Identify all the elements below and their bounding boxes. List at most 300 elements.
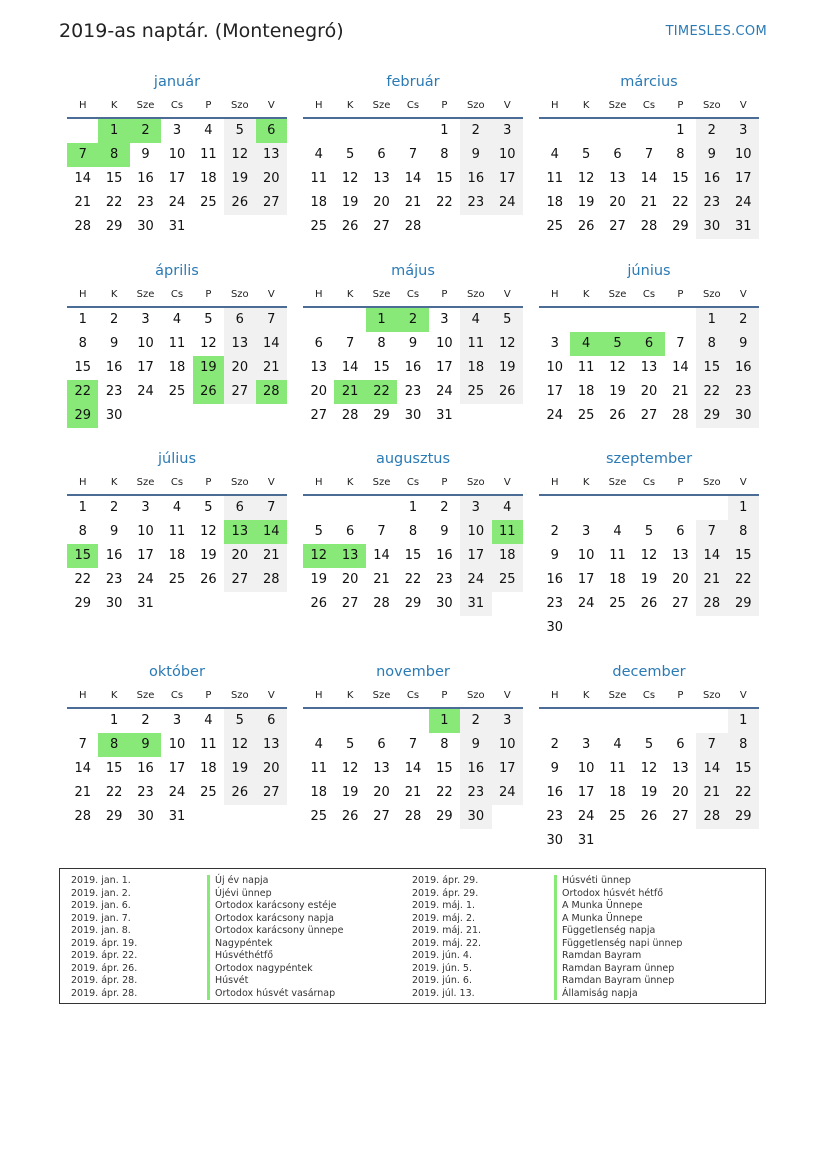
day-cell: 7: [256, 496, 287, 520]
day-cell: 4: [550, 147, 559, 162]
holiday-day: 12: [303, 544, 334, 568]
day-cell: 1: [696, 308, 727, 332]
day-cell: 19: [310, 572, 327, 587]
legend-holiday-name: Húsvéti ünnep: [554, 875, 682, 888]
weekday-header: [539, 284, 759, 308]
day-cell: 27: [256, 781, 287, 805]
day-cell: 11: [577, 360, 595, 375]
month-12: [539, 662, 759, 853]
day-cell: 29: [74, 596, 91, 611]
holiday-day: 5: [602, 332, 633, 356]
day-cell: 3: [492, 709, 523, 733]
day-cell: 14: [672, 360, 689, 375]
day-cell: 16: [137, 761, 154, 776]
day-cell: 31: [728, 215, 759, 239]
day-cell: 6: [377, 147, 386, 162]
day-cell: 2: [728, 308, 759, 332]
day-cell: 29: [373, 408, 390, 423]
day-cell: 8: [377, 336, 386, 351]
day-cell: 30: [696, 215, 727, 239]
day-cell: 15: [436, 761, 453, 776]
day-cell: 25: [577, 408, 595, 423]
weekday-label: Sze: [372, 477, 391, 488]
holiday-day: 7: [67, 143, 98, 167]
day-cell: 21: [696, 781, 727, 805]
day-cell: 13: [609, 171, 626, 186]
day-cell: 11: [168, 336, 186, 351]
weekday-label: Cs: [406, 100, 420, 111]
day-cell: 25: [310, 809, 327, 824]
legend-holiday-name: Ortodox karácsony ünnepe: [207, 925, 343, 938]
day-cell: 9: [550, 548, 559, 563]
day-cell: 12: [640, 548, 658, 563]
day-cell: 26: [224, 191, 255, 215]
day-cell: 9: [550, 761, 559, 776]
day-cell: 25: [168, 572, 186, 587]
weekday-label: V: [503, 100, 511, 111]
day-cell: 20: [672, 785, 689, 800]
day-cell: 13: [256, 733, 287, 757]
day-cell: 22: [436, 195, 453, 210]
holiday-day: 13: [334, 544, 365, 568]
day-grid: [539, 709, 759, 853]
day-cell: 18: [609, 572, 626, 587]
day-cell: 15: [105, 761, 123, 776]
weekday-header: [539, 685, 759, 709]
day-cell: 1: [728, 496, 759, 520]
day-cell: 25: [460, 380, 491, 404]
weekday-label: Sze: [608, 477, 627, 488]
day-cell: 30: [546, 833, 563, 848]
day-cell: 20: [341, 572, 359, 587]
day-cell: 2: [109, 312, 119, 327]
day-cell: 6: [676, 737, 685, 752]
month-8: [303, 449, 523, 616]
day-cell: 7: [696, 520, 727, 544]
day-cell: 1: [676, 123, 685, 138]
day-cell: 30: [105, 596, 123, 611]
weekday-label: Sze: [372, 690, 391, 701]
day-cell: 16: [728, 356, 759, 380]
day-cell: 17: [492, 167, 523, 191]
weekday-header: [539, 95, 759, 119]
empty-cell: [303, 308, 334, 332]
weekday-label: P: [441, 477, 448, 488]
day-cell: 2: [550, 737, 559, 752]
empty-cell: [366, 119, 397, 143]
day-cell: 20: [609, 195, 626, 210]
weekday-label: Szo: [230, 100, 249, 111]
day-cell: 3: [440, 312, 449, 327]
day-cell: 8: [440, 147, 449, 162]
day-cell: 20: [310, 384, 327, 399]
empty-cell: [570, 119, 601, 143]
day-cell: 24: [460, 568, 491, 592]
weekday-label: H: [78, 289, 87, 300]
day-cell: 22: [404, 572, 422, 587]
day-grid: [539, 308, 759, 428]
day-cell: 18: [200, 171, 217, 186]
legend-holiday-name: Függetlenség napi ünnep: [554, 938, 682, 951]
weekday-label: K: [110, 477, 118, 488]
day-cell: 7: [696, 733, 727, 757]
day-cell: 21: [640, 195, 658, 210]
day-cell: 17: [168, 171, 186, 186]
month-1: [67, 72, 287, 239]
day-cell: 3: [172, 713, 182, 728]
weekday-header: [303, 685, 523, 709]
day-cell: 21: [404, 195, 422, 210]
day-cell: 9: [109, 336, 119, 351]
holiday-day: 9: [130, 733, 161, 757]
holiday-day: 14: [256, 520, 287, 544]
day-cell: 2: [440, 500, 449, 515]
day-cell: 14: [404, 761, 422, 776]
empty-cell: [303, 119, 334, 143]
day-cell: 26: [200, 572, 217, 587]
holiday-day: 15: [67, 544, 98, 568]
empty-cell: [665, 709, 696, 733]
day-cell: 10: [577, 548, 595, 563]
day-cell: 17: [546, 384, 563, 399]
holiday-day: 2: [130, 119, 161, 143]
weekday-label: K: [582, 477, 590, 488]
legend-holiday-name: Húsvéthétfő: [207, 950, 343, 963]
day-cell: 15: [373, 360, 390, 375]
day-cell: 8: [408, 524, 418, 539]
day-cell: 25: [200, 785, 217, 800]
day-cell: 26: [341, 219, 359, 234]
empty-cell: [334, 119, 365, 143]
day-cell: 4: [172, 312, 182, 327]
day-cell: 11: [546, 171, 563, 186]
day-cell: 22: [672, 195, 689, 210]
holiday-day: 13: [224, 520, 255, 544]
day-cell: 19: [609, 384, 626, 399]
weekday-label: V: [739, 690, 747, 701]
day-cell: 8: [440, 737, 449, 752]
weekday-label: Sze: [136, 100, 155, 111]
weekday-label: Szo: [466, 289, 485, 300]
day-cell: 6: [345, 524, 355, 539]
weekday-label: H: [550, 289, 559, 300]
day-cell: 8: [676, 147, 685, 162]
weekday-label: Sze: [372, 100, 391, 111]
legend-date: 2019. máj. 2.: [412, 912, 476, 924]
day-cell: 18: [310, 785, 327, 800]
day-cell: 15: [696, 356, 727, 380]
site-brand-link[interactable]: TIMESLES.COM: [665, 24, 767, 39]
day-cell: 7: [676, 336, 685, 351]
day-cell: 25: [546, 219, 563, 234]
day-cell: 17: [168, 761, 186, 776]
day-cell: 20: [640, 384, 658, 399]
month-9: [539, 449, 759, 640]
empty-cell: [570, 496, 601, 520]
day-cell: 24: [492, 781, 523, 805]
day-cell: 4: [172, 500, 182, 515]
day-cell: 27: [609, 219, 626, 234]
day-cell: 4: [613, 737, 622, 752]
day-cell: 23: [546, 596, 563, 611]
day-cell: 24: [577, 809, 595, 824]
day-cell: 31: [137, 596, 154, 611]
legend-holiday-name: A Munka Ünnepe: [554, 900, 682, 913]
weekday-label: Szo: [702, 690, 721, 701]
day-cell: 7: [377, 524, 386, 539]
weekday-label: Sze: [136, 289, 155, 300]
day-cell: 12: [200, 524, 217, 539]
day-grid: [67, 308, 287, 428]
day-cell: 5: [644, 737, 654, 752]
day-cell: 13: [224, 332, 255, 356]
empty-cell: [539, 709, 570, 733]
weekday-label: H: [78, 100, 87, 111]
weekday-label: H: [550, 690, 559, 701]
day-cell: 13: [672, 761, 689, 776]
legend-date: 2019. ápr. 29.: [412, 875, 479, 886]
day-cell: 25: [609, 596, 626, 611]
day-cell: 12: [577, 171, 595, 186]
weekday-label: K: [346, 477, 354, 488]
day-cell: 12: [224, 143, 255, 167]
day-cell: 20: [224, 544, 255, 568]
day-cell: 23: [546, 809, 563, 824]
day-cell: 16: [546, 785, 563, 800]
weekday-label: P: [677, 690, 684, 701]
day-cell: 28: [404, 809, 422, 824]
empty-cell: [303, 496, 334, 520]
weekday-label: V: [739, 100, 747, 111]
day-cell: 31: [168, 809, 186, 824]
legend-date: 2019. ápr. 22.: [71, 950, 138, 961]
empty-cell: [602, 709, 633, 733]
day-cell: 5: [644, 524, 654, 539]
day-cell: 24: [168, 785, 186, 800]
day-cell: 11: [460, 332, 491, 356]
day-cell: 29: [728, 592, 759, 616]
day-cell: 26: [609, 408, 626, 423]
day-cell: 9: [408, 336, 418, 351]
day-cell: 27: [672, 596, 689, 611]
empty-cell: [602, 496, 633, 520]
weekday-label: H: [78, 690, 87, 701]
day-cell: 3: [581, 737, 591, 752]
legend-holiday-name: Újévi ünnep: [207, 888, 343, 901]
day-cell: 8: [728, 520, 759, 544]
day-cell: 12: [492, 332, 523, 356]
day-cell: 14: [256, 332, 287, 356]
day-cell: 21: [256, 544, 287, 568]
day-cell: 5: [581, 147, 591, 162]
day-cell: 8: [78, 524, 87, 539]
weekday-label: Szo: [230, 477, 249, 488]
day-cell: 16: [105, 360, 123, 375]
day-cell: 19: [341, 195, 359, 210]
holiday-day: 4: [570, 332, 601, 356]
day-cell: 2: [141, 713, 150, 728]
day-cell: 15: [672, 171, 689, 186]
empty-cell: [539, 119, 570, 143]
weekday-label: Szo: [702, 100, 721, 111]
empty-cell: [334, 308, 365, 332]
weekday-label: V: [267, 289, 275, 300]
day-cell: 14: [74, 761, 91, 776]
weekday-label: K: [110, 100, 118, 111]
day-cell: 26: [577, 219, 595, 234]
day-cell: 10: [137, 524, 154, 539]
day-cell: 11: [609, 761, 626, 776]
day-cell: 9: [460, 143, 491, 167]
day-cell: 12: [341, 761, 359, 776]
weekday-label: K: [110, 289, 118, 300]
day-cell: 10: [137, 336, 154, 351]
day-cell: 2: [696, 119, 727, 143]
day-cell: 22: [74, 572, 91, 587]
empty-cell: [366, 709, 397, 733]
day-cell: 7: [256, 308, 287, 332]
day-cell: 25: [609, 809, 626, 824]
weekday-label: H: [550, 100, 559, 111]
legend-holiday-name: Húsvét: [207, 975, 343, 988]
weekday-label: V: [503, 477, 511, 488]
day-cell: 22: [728, 568, 759, 592]
day-cell: 4: [492, 496, 523, 520]
weekday-label: P: [205, 289, 212, 300]
day-cell: 24: [546, 408, 563, 423]
day-cell: 9: [460, 733, 491, 757]
day-cell: 18: [168, 360, 186, 375]
day-cell: 7: [408, 147, 418, 162]
day-cell: 29: [672, 219, 689, 234]
month-name: január: [153, 74, 201, 90]
legend-date: 2019. ápr. 19.: [71, 937, 138, 949]
day-cell: 12: [341, 171, 359, 186]
weekday-header: [67, 95, 287, 119]
day-cell: 1: [109, 713, 119, 728]
day-cell: 5: [345, 147, 355, 162]
weekday-header: [303, 95, 523, 119]
weekday-header: [67, 284, 287, 308]
day-cell: 18: [546, 195, 563, 210]
empty-cell: [303, 709, 334, 733]
empty-cell: [67, 709, 98, 733]
holiday-day: 8: [98, 733, 129, 757]
day-cell: 24: [728, 191, 759, 215]
day-grid: [539, 119, 759, 239]
day-cell: 23: [696, 191, 727, 215]
day-grid: [303, 308, 523, 428]
day-grid: [539, 496, 759, 640]
empty-cell: [602, 308, 633, 332]
weekday-label: V: [267, 477, 275, 488]
legend-date: 2019. júl. 13.: [412, 987, 475, 999]
weekday-label: Sze: [608, 690, 627, 701]
weekday-label: Sze: [372, 289, 391, 300]
day-cell: 5: [224, 119, 255, 143]
weekday-label: K: [346, 289, 354, 300]
day-cell: 21: [373, 572, 390, 587]
legend-date: 2019. máj. 22.: [412, 937, 482, 949]
day-cell: 22: [105, 195, 123, 210]
holiday-day: 11: [492, 520, 523, 544]
day-cell: 9: [141, 147, 150, 162]
day-cell: 27: [341, 596, 359, 611]
day-cell: 17: [137, 360, 154, 375]
day-cell: 3: [141, 312, 150, 327]
day-cell: 4: [314, 147, 323, 162]
day-cell: 1: [728, 709, 759, 733]
weekday-label: H: [550, 477, 559, 488]
weekday-label: Cs: [642, 100, 656, 111]
weekday-label: V: [267, 690, 275, 701]
weekday-label: Szo: [230, 289, 249, 300]
empty-cell: [602, 119, 633, 143]
day-cell: 10: [436, 336, 453, 351]
legend-date: 2019. máj. 1.: [412, 900, 476, 911]
weekday-label: Szo: [702, 289, 721, 300]
day-cell: 14: [74, 171, 91, 186]
day-cell: 3: [460, 496, 491, 520]
day-cell: 12: [200, 336, 217, 351]
weekday-label: P: [677, 289, 684, 300]
day-cell: 23: [105, 572, 123, 587]
weekday-label: H: [314, 477, 323, 488]
weekday-label: P: [205, 690, 212, 701]
day-cell: 20: [373, 195, 390, 210]
day-cell: 8: [696, 332, 727, 356]
day-cell: 26: [224, 781, 255, 805]
legend-holiday-name: Nagypéntek: [207, 938, 343, 951]
day-cell: 27: [310, 408, 327, 423]
empty-cell: [665, 496, 696, 520]
day-cell: 5: [492, 308, 523, 332]
legend-holiday-name: Államiság napja: [554, 988, 682, 1001]
day-cell: 28: [696, 805, 727, 829]
day-cell: 29: [696, 404, 727, 428]
day-cell: 18: [577, 384, 595, 399]
day-cell: 2: [460, 119, 491, 143]
day-cell: 28: [74, 809, 91, 824]
day-cell: 16: [105, 548, 123, 563]
day-cell: 11: [168, 524, 186, 539]
day-cell: 22: [728, 781, 759, 805]
weekday-label: P: [677, 477, 684, 488]
legend-date: 2019. máj. 21.: [412, 925, 482, 936]
day-cell: 26: [640, 809, 658, 824]
day-cell: 21: [696, 568, 727, 592]
day-cell: 9: [696, 143, 727, 167]
weekday-label: V: [503, 690, 511, 701]
legend-date: 2019. ápr. 29.: [412, 887, 479, 899]
day-cell: 6: [613, 147, 622, 162]
day-cell: 9: [109, 524, 119, 539]
day-cell: 29: [105, 219, 123, 234]
month-10: [67, 662, 287, 829]
weekday-label: K: [346, 100, 354, 111]
day-cell: 18: [310, 195, 327, 210]
day-cell: 18: [168, 548, 186, 563]
legend-dates-left: [71, 875, 137, 1000]
day-cell: 10: [546, 360, 563, 375]
day-cell: 12: [609, 360, 626, 375]
day-cell: 23: [105, 384, 123, 399]
day-cell: 23: [728, 380, 759, 404]
weekday-header: [303, 284, 523, 308]
day-cell: 10: [168, 147, 186, 162]
day-cell: 28: [341, 408, 359, 423]
month-name: október: [149, 664, 205, 680]
